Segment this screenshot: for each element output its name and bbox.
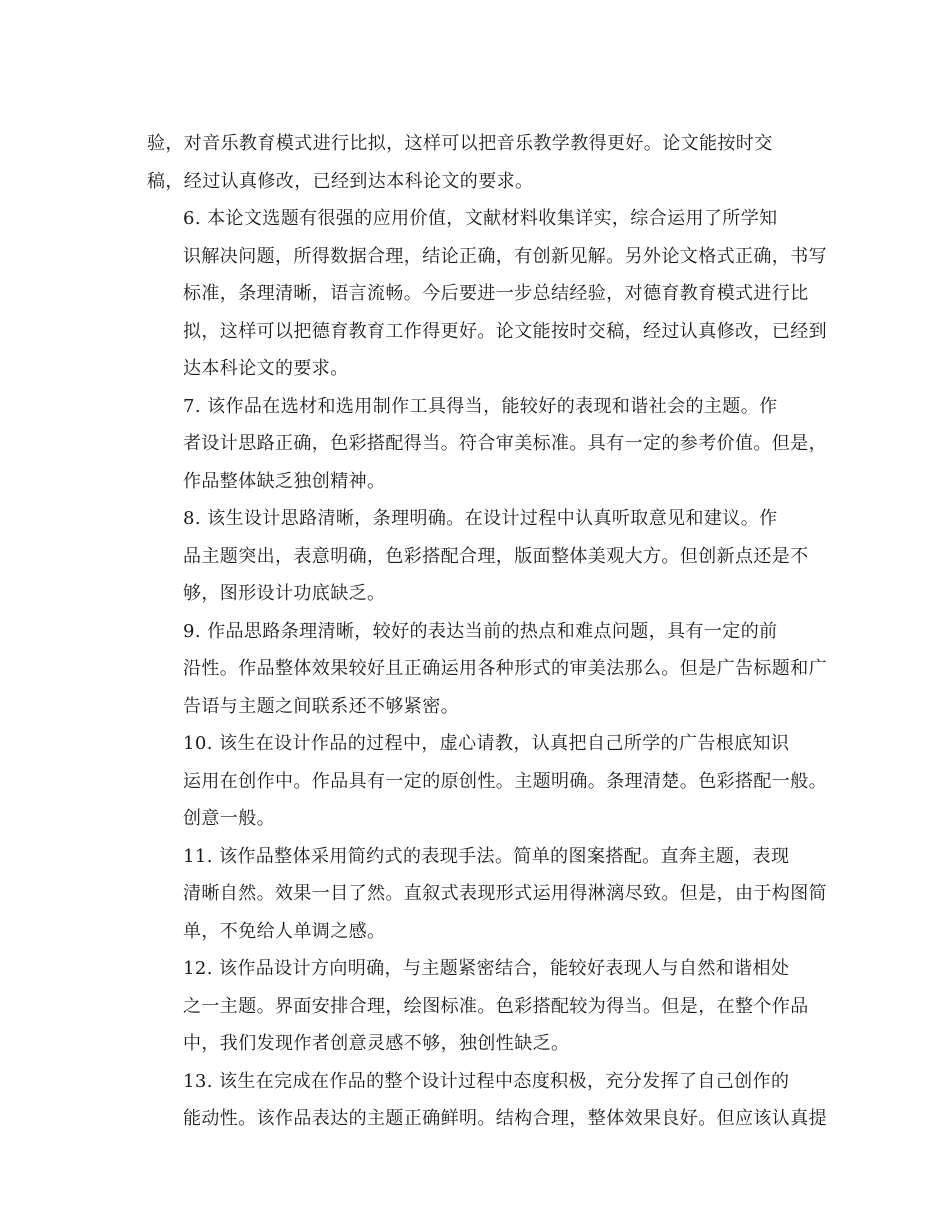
comment-item-8 <box>147 500 809 613</box>
text-line: 运用在创作中。作品具有一定的原创性。主题明确。条理清楚。色彩搭配一般。 <box>183 770 827 792</box>
comment-item-11 <box>147 838 827 951</box>
text-line: 告语与主题之间联系还不够紧密。 <box>183 695 459 717</box>
text-line: 验，对音乐教育模式进行比拟，这样可以把音乐教学教得更好。论文能按时交 <box>147 133 773 154</box>
comment-item-9 <box>147 613 827 726</box>
comment-item-7 <box>147 388 827 501</box>
text-line: 够，图形设计功底缺乏。 <box>183 583 386 604</box>
comment-item-10 <box>147 725 827 838</box>
text-line: 12. 该作品设计方向明确，与主题紧密结合，能较好表现人与自然和谐相处 <box>183 958 790 979</box>
paragraph-continued <box>147 125 803 200</box>
comment-item-12 <box>147 950 809 1063</box>
text-line: 沿性。作品整体效果较好且正确运用各种形式的审美法那么。但是广告标题和广 <box>183 658 827 679</box>
text-line: 清晰自然。效果一目了然。直叙式表现形式运用得淋漓尽致。但是，由于构图简 <box>183 883 827 904</box>
text-line: 6. 本论文选题有很强的应用价值，文献材料收集详实，综合运用了所学知 <box>183 208 778 229</box>
document-body <box>147 125 827 1138</box>
text-line: 单，不免给人单调之感。 <box>183 920 386 942</box>
text-line: 创意一般。 <box>183 808 275 829</box>
comment-item-13 <box>147 1063 827 1138</box>
text-line: 者设计思路正确，色彩搭配得当。符合审美标准。具有一定的参考价值。但是， <box>183 433 827 454</box>
text-line: 品主题突出，表意明确，色彩搭配合理，版面整体美观大方。但创新点还是不 <box>183 545 809 567</box>
text-line: 达本科论文的要求。 <box>183 358 349 379</box>
text-line: 13. 该生在完成在作品的整个设计过程中态度积极，充分发挥了自己创作的 <box>183 1070 790 1092</box>
comment-item-6 <box>147 200 827 388</box>
text-line: 作品整体缺乏独创精神。 <box>183 470 386 492</box>
text-line: 标准，条理清晰，语言流畅。今后要进一步总结经验，对德育教育模式进行比 <box>183 283 809 304</box>
text-line: 拟，这样可以把德育教育工作得更好。论文能按时交稿，经过认真修改，已经到 <box>183 320 827 342</box>
text-line: 中，我们发现作者创意灵感不够，独创性缺乏。 <box>183 1033 570 1054</box>
text-line: 9. 作品思路条理清晰，较好的表达当前的热点和难点问题，具有一定的前 <box>183 620 778 642</box>
text-line: 8. 该生设计思路清晰，条理明确。在设计过程中认真听取意见和建议。作 <box>183 508 778 529</box>
text-line: 能动性。该作品表达的主题正确鲜明。结构合理，整体效果良好。但应该认真提 <box>183 1108 827 1129</box>
text-line: 10. 该生在设计作品的过程中，虚心请教，认真把自己所学的广告根底知识 <box>183 733 790 754</box>
text-line: 7. 该作品在选材和选用制作工具得当，能较好的表现和谐社会的主题。作 <box>183 395 778 417</box>
text-line: 之一主题。界面安排合理，绘图标准。色彩搭配较为得当。但是，在整个作品 <box>183 995 809 1017</box>
text-line: 识解决问题，所得数据合理，结论正确，有创新见解。另外论文格式正确，书写 <box>183 245 827 267</box>
text-line: 11. 该作品整体采用简约式的表现手法。简单的图案搭配。直奔主题，表现 <box>183 845 790 867</box>
text-line: 稿，经过认真修改，已经到达本科论文的要求。 <box>147 170 534 192</box>
